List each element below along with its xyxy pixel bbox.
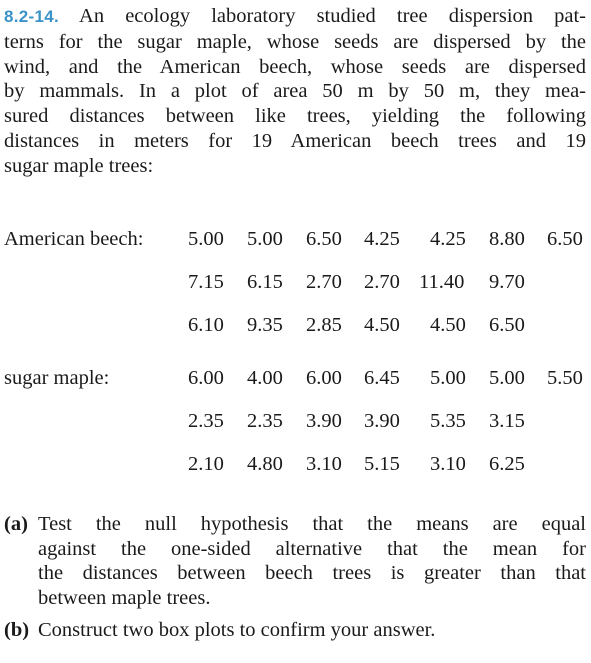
beech-value: 6.50 <box>489 314 525 336</box>
maple-value: 3.90 <box>364 410 400 432</box>
maple-value: 5.00 <box>430 367 466 389</box>
problem-line-4: by mammals. In a plot of area 50 m by 50 m, they mea- <box>4 80 586 103</box>
beech-value: 2.70 <box>306 271 342 293</box>
problem-line-1-text: An ecology laboratory studied tree dispersion pat- <box>59 5 586 27</box>
problem-statement <box>4 4 586 179</box>
problem-line-7: sugar maple trees: <box>4 154 154 177</box>
problem-parts <box>4 512 586 651</box>
part-a-line-1: Test the null hypothesis that the means are equal <box>38 513 586 535</box>
beech-value: 11.40 <box>419 271 465 293</box>
beech-value: 4.50 <box>364 314 400 336</box>
maple-value: 3.10 <box>306 453 342 475</box>
maple-value: 2.35 <box>188 410 224 432</box>
beech-value: 2.85 <box>306 314 342 336</box>
maple-value: 3.15 <box>489 410 525 432</box>
maple-value: 3.90 <box>306 410 342 432</box>
part-a-label: (a) <box>4 513 28 535</box>
beech-value: 6.50 <box>547 228 583 250</box>
maple-value: 4.80 <box>247 453 283 475</box>
beech-value: 5.00 <box>188 228 224 250</box>
maple-value: 5.35 <box>430 410 466 432</box>
beech-value: 4.25 <box>364 228 400 250</box>
problem-line-1 <box>4 4 586 30</box>
maple-value: 6.00 <box>306 367 342 389</box>
beech-value: 6.15 <box>247 271 283 293</box>
maple-value: 2.10 <box>188 453 224 475</box>
problem-line-5: sured distances between like trees, yielding the following <box>4 105 586 128</box>
problem-line-2: terns for the sugar maple, whose seeds are dispersed by the <box>4 30 586 53</box>
maple-value: 6.25 <box>489 453 525 475</box>
part-a-line-3: the distances between beech trees is greater than that <box>38 562 586 585</box>
beech-value: 6.50 <box>306 228 342 250</box>
maple-value: 5.00 <box>489 367 525 389</box>
beech-value: 2.70 <box>364 271 400 293</box>
maple-value: 3.10 <box>430 453 466 475</box>
beech-value: 5.00 <box>247 228 283 250</box>
maple-value: 5.50 <box>547 367 583 389</box>
maple-label: sugar maple: <box>4 367 110 389</box>
maple-value: 6.45 <box>364 367 400 389</box>
problem-line-6: distances in meters for 19 American beech trees and 19 <box>4 129 586 152</box>
beech-value: 9.70 <box>489 271 525 293</box>
part-b-label: (b) <box>4 619 30 642</box>
part-b-line-1: Construct two box plots to confirm your answer. <box>38 619 436 642</box>
maple-value: 4.00 <box>247 367 283 389</box>
beech-label: American beech: <box>4 228 144 250</box>
maple-value: 6.00 <box>188 367 224 389</box>
problem-line-3: wind, and the American beech, whose seeds are dispersed <box>4 55 586 78</box>
part-a-line-4: between maple trees. <box>38 586 211 609</box>
beech-value: 7.15 <box>188 271 224 293</box>
beech-value: 6.10 <box>188 314 224 336</box>
beech-value: 4.50 <box>430 314 466 336</box>
part-b <box>4 618 586 643</box>
maple-value: 5.15 <box>364 453 400 475</box>
beech-value: 4.25 <box>430 228 466 250</box>
part-a-line-2: against the one-sided alternative that the mean for <box>38 537 586 560</box>
beech-value: 9.35 <box>247 314 283 336</box>
part-a <box>4 512 586 610</box>
problem-number: 8.2-14. <box>4 7 60 26</box>
beech-value: 8.80 <box>489 228 525 250</box>
maple-value: 2.35 <box>247 410 283 432</box>
